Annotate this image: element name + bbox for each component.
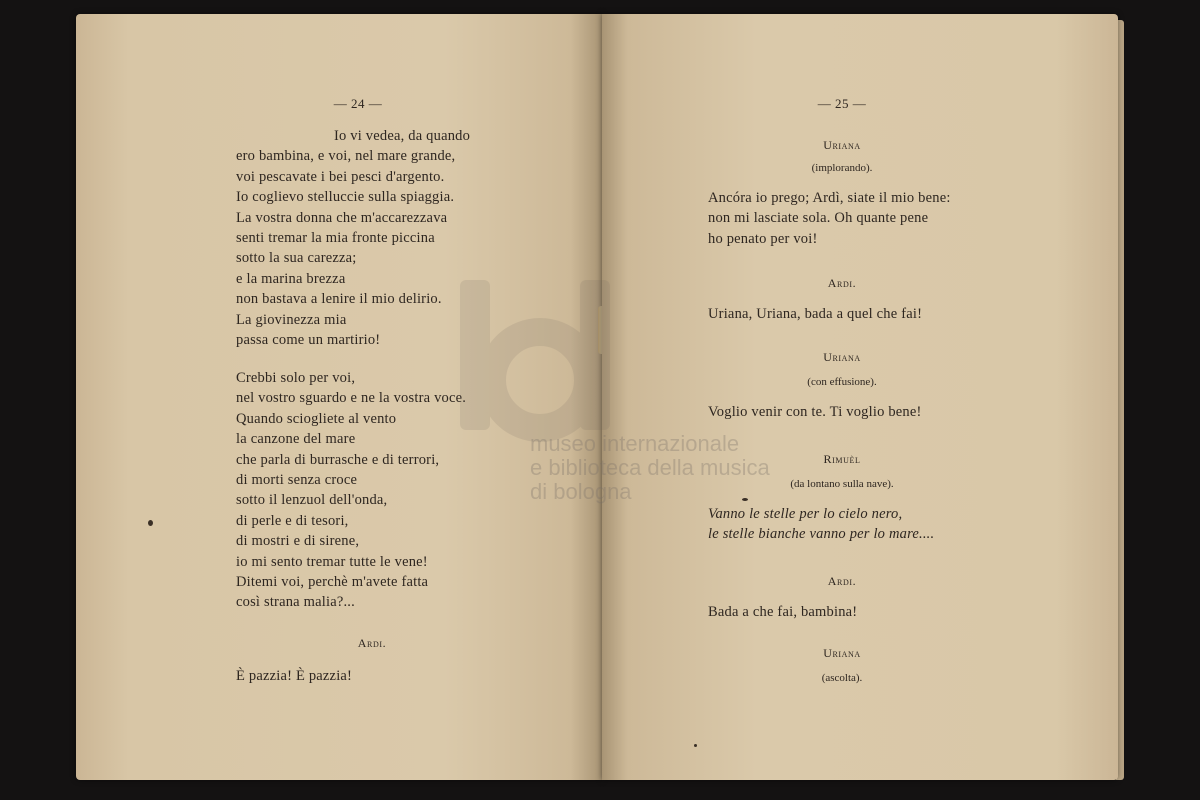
- verse-line: io mi sento tremar tutte le vene!: [236, 553, 428, 570]
- right-page: [602, 14, 1118, 780]
- stanza-2: [236, 368, 466, 613]
- verse-line: Quando sciogliete al vento: [236, 410, 397, 427]
- verse-line: di morti senza croce: [236, 471, 358, 488]
- verse-line: ero bambina, e voi, nel mare grande,: [236, 148, 456, 165]
- verse-line: di mostri e di sirene,: [236, 533, 360, 550]
- verse-line: ho penato per voi!: [708, 230, 818, 247]
- speaker-name: Ardi.: [357, 636, 387, 650]
- speaker-name: Uriana: [823, 646, 861, 660]
- stanza-1: [236, 126, 470, 350]
- verse-line: Voglio venir con te. Ti voglio bene!: [708, 404, 922, 420]
- verse-line: È pazzia! È pazzia!: [236, 668, 353, 684]
- verse-line: e la marina brezza: [236, 270, 346, 287]
- verse-line: Crebbi solo per voi,: [236, 370, 356, 386]
- verse-line: così strana malia?...: [236, 594, 355, 611]
- open-booklet: [76, 14, 1126, 784]
- watermark-text: [530, 432, 770, 504]
- speaker-name: Ardi.: [827, 574, 857, 588]
- verse-line: La giovinezza mia: [236, 311, 347, 328]
- speaker-line: [236, 666, 352, 686]
- speech-block: [708, 602, 857, 622]
- speaker-name: Ardi.: [827, 276, 857, 290]
- verse-line: Io coglievo stelluccie sulla spiaggia.: [236, 189, 455, 206]
- verse-line: non bastava a lenire il mio delirio.: [236, 291, 442, 308]
- verse-line: nel vostro sguardo e ne la vostra voce.: [236, 390, 467, 407]
- ink-spot: [694, 744, 697, 747]
- speech-block: [708, 188, 951, 249]
- speech-block: [708, 304, 922, 324]
- verse-line: Vanno le stelle per lo cielo nero,: [708, 506, 903, 522]
- verse-line: Ditemi voi, perchè m'avete fatta: [236, 573, 429, 590]
- watermark-line: e biblioteca della musica: [530, 455, 770, 480]
- watermark-line: museo internazionale: [530, 431, 740, 456]
- watermark-line: di bologna: [530, 479, 632, 504]
- speaker-name: Uriana: [823, 350, 861, 364]
- stage-direction: (da lontano sulla nave).: [790, 478, 894, 490]
- speech-block: [708, 504, 934, 545]
- verse-line: sotto il lenzuol dell'onda,: [236, 492, 388, 509]
- page-number: — 24 —: [333, 96, 383, 111]
- page-number: — 25 —: [817, 96, 867, 111]
- speaker-name: Uriana: [823, 138, 861, 152]
- speech-block: [708, 402, 922, 422]
- verse-line: la canzone del mare: [236, 431, 356, 448]
- speaker-name: Rimuèl: [823, 452, 861, 466]
- stage-direction: (ascolta).: [821, 672, 863, 684]
- verse-line: che parla di burrasche e di terrori,: [236, 451, 440, 468]
- verse-line: voi pescavate i bei pesci d'argento.: [236, 168, 445, 185]
- verse-line: sotto la sua carezza;: [236, 250, 357, 267]
- verse-line: Ancóra io prego; Ardì, siate il mio bene:: [708, 190, 951, 206]
- verse-line: passa come un martirio!: [236, 331, 381, 348]
- verse-line: le stelle bianche vanno per lo mare....: [708, 526, 935, 543]
- verse-line: Io vi vedea, da quando: [334, 128, 471, 144]
- stage-direction: (con effusione).: [807, 376, 877, 388]
- left-page: [76, 14, 602, 780]
- ink-spot: [148, 520, 153, 526]
- verse-line: di perle e di tesori,: [236, 512, 349, 529]
- verse-line: senti tremar la mia fronte piccina: [236, 229, 435, 246]
- verse-line: La vostra donna che m'accarezzava: [236, 209, 448, 226]
- verse-line: non mi lasciate sola. Oh quante pene: [708, 210, 929, 227]
- verse-line: Bada a che fai, bambina!: [708, 604, 858, 620]
- stage-direction: (implorando).: [811, 162, 873, 174]
- verse-line: Uriana, Uriana, bada a quel che fai!: [708, 306, 923, 322]
